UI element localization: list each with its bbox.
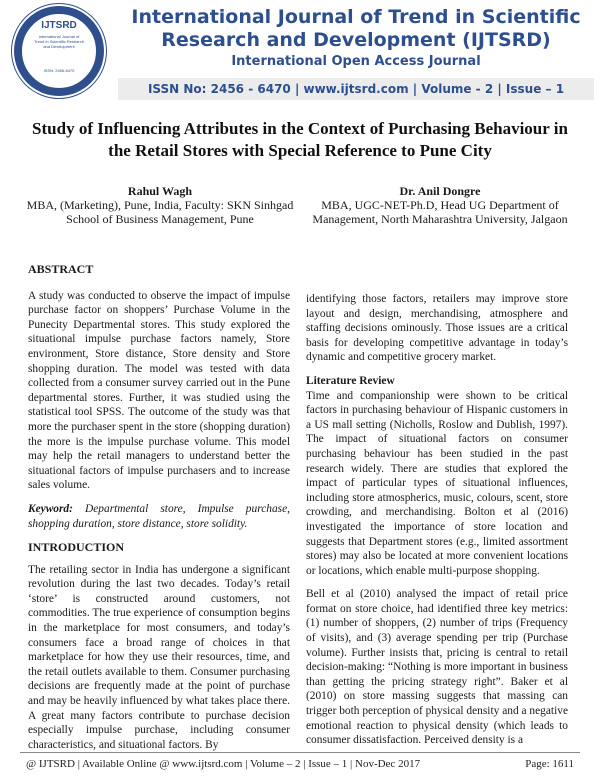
literature-review-heading: Literature Review [306, 374, 395, 387]
author-block-2 [300, 184, 580, 226]
author-name: Rahul Wagh [127, 184, 193, 198]
journal-title: International Journal of Trend in Scientific Research and Development (IJTSRD) [131, 6, 581, 51]
right-para-3: Bell et al (2010) analysed the impact of retail price format on store choice, had identified three key metrics: (1) number of shoppers, (2) number of trips (Frequency of visits), and (3) average spending per trip (Purchase volume). Further insists that, pricing is central to retail decision-making: “Nothing is more important in business than getting the pricing strategy right”. Baker et al (2010) on store massing suggests that massing can trigger both perception of physical density and a negative emotional reaction to physical density (which leads to consumer dissatisfaction. Perceived density is a [306, 588, 568, 747]
right-para-1: identifying those factors, retailers may improve store layout and design, merchandising, atmosphere and staffing decisions ominously. Those issues are a critical basis for developing competitive advantage in today’s dynamic and competitive grocery market. [306, 293, 568, 364]
introduction-heading: INTRODUCTION [28, 540, 125, 555]
keywords-label: Keyword: [28, 502, 73, 515]
left-column [28, 262, 290, 761]
logo-issn: ISSN: 2456-6470 [43, 68, 75, 73]
keywords-text: Departmental store, Impulse purchase, shopping duration, store distance, store solidity. [28, 502, 290, 530]
author-name: Dr. Anil Dongre [399, 184, 481, 198]
author-affiliation: MBA, (Marketing), Pune, India, Faculty: SKN Sinhgad School of Business Management, Pune [26, 198, 294, 226]
abstract-text: A study was conducted to observe the impact of impulse purchase factor on shoppers’ Purchase Volume in the Punecity Departmental stores. This study explored the situational impulse purchase factors namely, Store environment, Store distance, Store density and Store shopping duration. The model was tested with data collected from a consumer survey carried out in the Pune departmental stores. Further, it was studied using the statistical tool SPSS. The outcome of the study was that more the purchaser spent in the store (shopping duration) the more is the impulse purchase volume. This model may help the retail managers to understand better the situational factors of impulse purchasers and to increase sales volume. [28, 289, 290, 492]
journal-header [0, 0, 600, 108]
logo-acronym: IJTSRD [41, 20, 77, 31]
author-block-1 [20, 184, 300, 226]
right-column [306, 292, 568, 757]
keywords [28, 502, 290, 531]
footer-citation: @ IJTSRD | Available Online @ www.ijtsrd.com | Volume – 2 | Issue – 1 | Nov-Dec 2017 [26, 758, 421, 770]
page-number: Page: 1611 [525, 758, 574, 770]
abstract-heading: ABSTRACT [28, 262, 94, 276]
issn-bar: ISSN No: 2456 - 6470 | www.ijtsrd.com | Volume - 2 | Issue – 1 [118, 78, 594, 100]
logo-tagline: International Journal of Trend in Scientific Research and Development [34, 34, 84, 49]
right-para-2: Time and companionship were shown to be critical factors in purchasing behaviour of Hispanic customers in a US mall setting (Nicholls, Roslow and Dublish, 1997). The impact of situational factors on consumer purchasing behaviour has been studied in the past research widely. There are studies that explored the impact of particular types of situational influences, including store atmospherics, music, colours, scent, store crowding, and merchandising. Bolton et al (2016) investigated the importance of store location and suggests that Department stores (e.g., limited assortment stores) may also be located at more convenient locations or locations, which enable multi-purpose shopping. [306, 389, 568, 577]
footer-rule [20, 752, 580, 753]
journal-subtitle: International Open Access Journal [231, 54, 481, 69]
paper-title: Study of Influencing Attributes in the Context of Purchasing Behaviour in the Retail Stores with Special Reference to Pune City [32, 119, 568, 160]
journal-logo [14, 6, 104, 96]
introduction-text: The retailing sector in India has undergone a significant revolution during the last two decades. Today’s retail ‘store’ is constructed around customers, not commodities. The true experience of consumption begins in the marketplace for most consumers, and today’s consumers face a broad range of choices in that marketplace for how they use their resources, time, and the retail outlets available to them. Consumer purchasing decisions are frequently made at the point of purchase and may be heavily influenced by what takes place there. A great many factors contribute to purchase decision especially impulse purchase, including consumer characteristics, and situational factors. By [28, 563, 290, 751]
author-affiliation: MBA, UGC-NET-Ph.D, Head UG Department of Management, North Maharashtra University, Jalgaon [312, 198, 568, 226]
page-footer [0, 752, 600, 776]
